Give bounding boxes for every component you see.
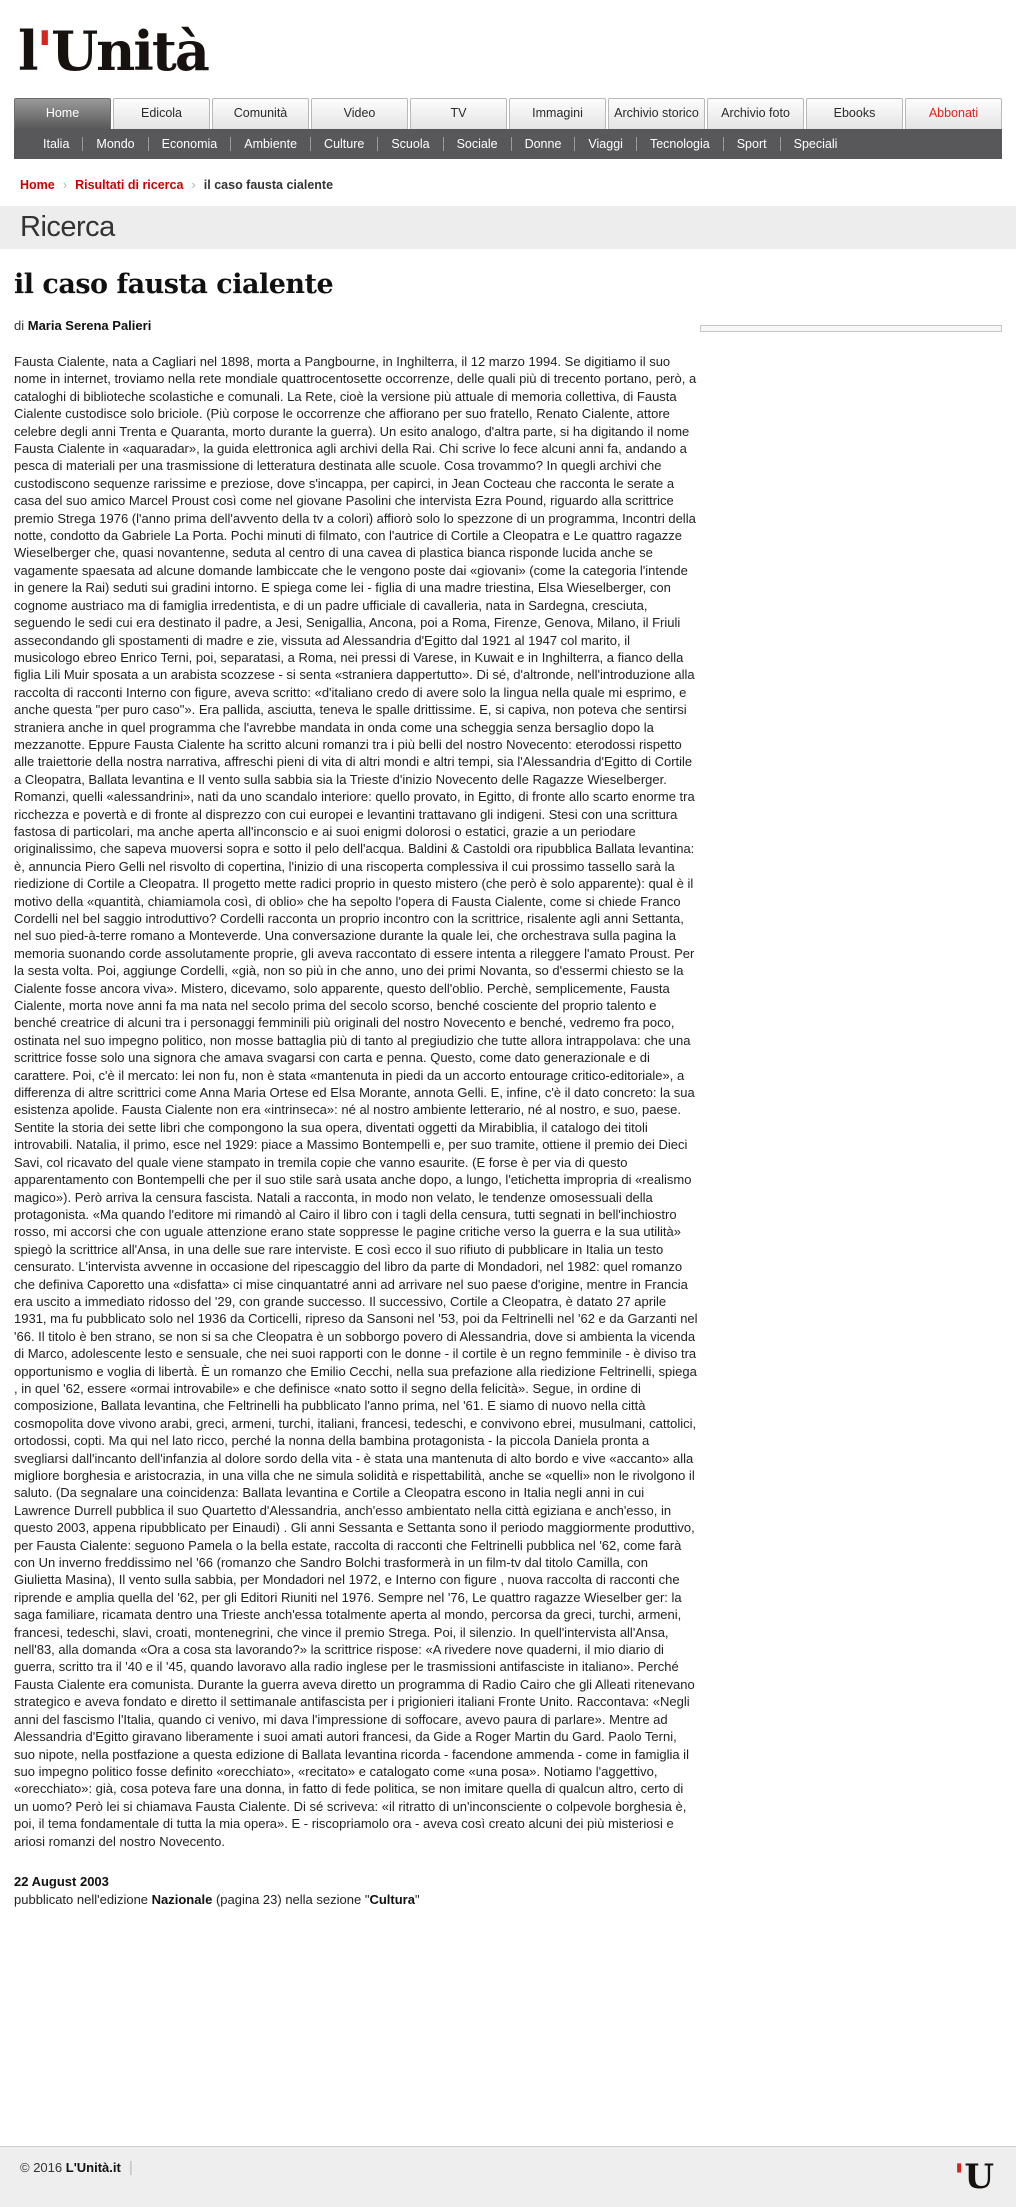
article-body: Fausta Cialente, nata a Cagliari nel 1898, morta a Pangbourne, in Inghilterra, il 12 marzo 1994. Se digitiamo il suo nome in internet, troviamo nella rete mondiale quattrocentosette occorrenze, delle quali più di trecento portano, però, a cataloghi di biblioteche scolastiche e comunali. La Rete, cioè la versione più attuale di memoria collettiva, di Fausta Cialente custodisce solo briciole. (Più corpose le occorrenze che affiorano per suo fratello, Renato Cialente, attore celebre degli anni Trenta e Quaranta, morto durante la guerra). Un esito analogo, d'altra parte, si ha digitando il nome Fausta Cialente in «aquaradar», la guida elettronica agli archivi della Rai. Chi scrive lo fece alcuni anni fa, andando a pesca di materiali per una trasmissione di letteratura destinata alle scuole. Cosa trovammo? In quegli archivi che custodiscono sequenze rarissime e preziose, dove s'incappa, per capirci, in Jean Cocteau che racconta le serate a casa del suo amico Marcel Proust così come nel giovane Pasolini che intervista Ezra Pound, riguardo alla scrittrice premio Strega 1976 (l'anno prima dell'avvento della tv a colori) affiorò solo lo spezzone di un programma, Incontri della notte, condotto da Gabriele La Porta. Pochi minuti di filmato, con l'autrice di Cortile a Cleopatra e Le quattro ragazze Wieselberger che, quasi novantenne, seduta al centro di una cavea di plastica bianca risponde lucida anche se vagamente spaesata ad alcune domande lambiccate che le vengono poste dai «giovani» (come la categoria l'intende in genere la Rai) seduti sui gradini intorno. E spiega come lei - figlia di una madre triestina, Elsa Wieselberger, con cognome austriaco ma di famiglia irredentista, e di un padre ufficiale di cavalleria, nata in Sardegna, cresciuta, seguendo le sedi cui era destinato il padre, a Jesi, Senigallia, Ancona, poi a Roma, Firenze, Genova, Milano, il Friuli assecondando gli spostamenti di madre e zie, vissuta ad Alessandria d'Egitto dal 1921 al 1947 col marito, il musicologo ebreo Enrico Terni, poi, separatasi, a Roma, nei pressi di Varese, in Kuwait e in Inghilterra, a fianco della figlia Lili Muir sposata a un arabista scozzese - si senta «straniera dappertutto». Di sé, d'altronde, nell'introduzione alla raccolta di racconti Interno con figure, aveva scritto: «d'italiano credo di avere solo la lingua nella quale mi esprimo, e anche questa "per puro caso"». Era pallida, asciutta, teneva le spalle drittissime. E, si capiva, non poteva che sentirsi straniera anche in quel programma che l'avrebbe mandata in onda come una scheggia senza bersaglio dopo la mezzanotte. Eppure Fausta Cialente ha scritto alcuni romanzi tra i più belli del nostro Novecento: eterodossi rispetto alle traiettorie della nostra narrativa, affreschi pieni di vita di altri mondi e altri tempi, sia l'Alessandria d'Egitto di Cortile a Cleopatra, Ballata levantina e Il vento sulla sabbia sia la Trieste d'inizio Novecento delle Ragazze Wieselberger. Romanzi, quelli «alessandrini», nati da uno scandalo interiore: quello provato, in Egitto, di fronte allo scarto enorme tra ricchezza e povertà e di fronte al disprezzo con cui europei e levantini trattavano gli indigeni. Stesi con una scrittura fastosa di particolari, ma anche aperta all'inconscio e ai suoi enigmi dolorosi o estatici, grazie a un periodare originalissimo, che sapeva muoversi sopra e sotto il pelo dell'acqua. Baldini & Castoldi ora ripubblica Ballata levantina: è, annuncia Piero Gelli nel risvolto di copertina, l'inizio di una riscoperta complessiva il cui prossimo tassello sarà la riedizione di Cortile a Cleopatra. Il progetto mette radici proprio in questo mistero (che però è solo apparente): qual è il motivo della «quantità, chiamiamola così, di oblio» che ha sepolto l'opera di Fausta Cialente, come si chiede Franco Cordelli nel bel saggio introduttivo? Cordelli racconta un proprio incontro con la scrittrice, risalente agli anni Settanta, nel suo pied-à-terre romano a Monteverde. Una conversazione durante la quale lei, che orchestrava sulla pagina la memoria suonando corde assolutamente proprie, gli aveva raccontato di essere intenta a rileggere l'amato Proust. Per la sesta volta. Poi, aggiunge Cordelli, «già, non so più in che anno, uno dei primi Novanta, so d'essermi chiesto se la Cialente fosse ancora viva». Mistero, dicevamo, solo apparente, questo dell'oblio. Perchè, semplicemente, Fausta Cialente, morta nove anni fa ma nata nel secolo prima del secolo scorso, benché cosciente del proprio talento e benché creatrice di alcuni tra i personaggi femminili più originali del nostro Novecento e benché, vedremo fra poco, ostinata nel suo impegno politico, non mosse battaglia più di tanto al pregiudizio che tutte allora intrappolava: che una scrittrice fosse solo una signora che amava svagarsi con carta e penna. Questo, come dato generazionale e di carattere. Poi, c'è il mercato: lei non fu, non è stata «mantenuta in piedi da un accorto entourage critico-editoriale», a differenza di altre scrittrici come Anna Maria Ortese ed Elsa Morante, annota Gelli. E, infine, c'è il dato concreto: la sua esistenza apolide. Fausta Cialente non era «intrinseca»: né al nostro ambiente letterario, né al nostro, e suo, paese. Sentite la storia dei sette libri che compongono la sua opera, diventati oggetti da Mirabiblia, il catalogo dei titoli introvabili. Natalia, il primo, esce nel 1929: piace a Massimo Bontempelli e, per suo tramite, ottiene il premio dei Dieci Savi, col ricavato del quale viene stampato in tremila copie che vanno esaurite. (E forse è per via di questo apparentamento con Bontempelli che per il suo stile sarà usata anche dopo, a lungo, l'etichetta impropria di «realismo magico»). Però arriva la censura fascista. Natali a racconta, in modo non velato, le tendenze omosessuali della protagonista. «Ma quando l'editore mi rimandò al Cairo il libro con i tagli della censura, tutti segnati in bell'inchiostro rosso, mi accorsi che con uguale attenzione erano state soppresse le pagine critiche verso la guerra e la sua utilità» spiegò la scrittrice all'Ansa, in una delle sue rare interviste. E così ecco il suo rifiuto di pubblicare in Italia un testo censurato. L'intervista avvenne in occasione del ripescaggio del libro da parte di Mondadori, nel 1982: quel romanzo che definiva Caporetto una «disfatta» ci mise cinquantatré anni ad arrivare nel suo paese d'origine, mentre in Francia era uscito a immediato ridosso del '29, con grande successo. Il successivo, Cortile a Cleopatra, è datato 27 aprile 1931, ma fu pubblicato solo nel 1936 da Corticelli, ripreso da Sansoni nel '53, poi da Feltrinelli nel '62 e da Garzanti nel '66. Il titolo è ben strano, se non si sa che Cleopatra è un sobborgo povero di Alessandria, dove si ambienta la vicenda di Marco, adolescente lesto e sensuale, che nei suoi rapporti con le donne - il cortile è un regno femminile - è diviso tra opportunismo e voglia di libertà. È un romanzo che Emilio Cecchi, nella sua prefazione alla riedizione Feltrinelli, spiega , in quel '62, essere «ormai introvabile» e che definisce «nato sotto il segno della felicità». Segue, in ordine di composizione, Ballata levantina, che Feltrinelli ha pubblicato l'anno prima, nel '61. E siamo di nuovo nella città cosmopolita dove vivono arabi, greci, armeni, turchi, italiani, francesi, tedeschi, e convivono ebrei, musulmani, cattolici, ortodossi, copti. Ma qui nel lato ricco, perché la nonna della bambina protagonista - la piccola Daniela pronta a svegliarsi dall'incanto dell'infanzia al dolore sordo della vita - è stata una mantenuta di alto bordo e vive «accanto» alla migliore borghesia e aristocrazia, in una villa che ne simula solidità e rispettabilità, anche se «quelli» non le rivolgono il saluto. (Da segnalare una coincidenza: Ballata levantina e Cortile a Cleopatra escono in Italia negli anni in cui Lawrence Durrell pubblica il suo Quartetto d'Alessandria, anch'esso ambientato nella città egiziana e anch'esso, in questo 2003, appena ripubblicato per Einaudi) . Gli anni Sessanta e Settanta sono il periodo maggiormente produttivo, per Fausta Cialente: seguono Pamela o la bella estate, raccolta di racconti che Feltrinelli pubblica nel '62, come farà con Un inverno freddissimo nel '66 (romanzo che Sandro Bolchi trasformerà in un film-tv dal titolo Camilla, con Giulietta Masina), Il vento sulla sabbia, per Mondadori nel 1972, e Interno con figure , nuova raccolta di racconti che riprende e amplia quella del '62, per gli Editori Riuniti nel 1976. Sempre nel '76, Le quattro ragazze Wieselber ger: la saga familiare, ricamata dentro una Trieste anch'essa totalmente aperta al mondo, percorsa da greci, turchi, armeni, francesi, tedeschi, slavi, croati, montenegrini, che vince il premio Strega. Poi, il silenzio. In quell'intervista all'Ansa, nell'83, alla domanda «Ora a cosa sta lavorando?» la scrittrice rispose: «A rivedere nove quaderni, il mio diario di guerra, scritto tra il '40 e il '45, quando lavoravo alla radio inglese per le trasmissioni antifasciste in italiano». Perché Fausta Cialente era comunista. Durante la guerra aveva diretto un programma di Radio Cairo che gli Alleati ritenevano strategico e aveva fondato e diretto il settimanale antifascista per i prigionieri italiani Fronte Unito. Raccontava: «Negli anni del fascismo l'Italia, quando ci venivo, mi dava l'impressione di soffocare, avevo paura di parlare». Mentre ad Alessandria d'Egitto giravano liberamente i suoi amati autori francesi, da Gide a Roger Martin du Gard. Paolo Terni, suo nipote, nella postfazione a questa edizione di Ballata levantina ricorda - facendone ammenda - come in famiglia il suo impegno politico fosse definito «orecchiato», «recitato» e catalogato come «una posa». Notiamo l'aggettivo, «orecchiato»: già, cosa poteva fare una donna, in fatto di fede politica, se non imitare quella di qualcun altro, certo di un uomo? Però lei si chiamava Fausta Cialente. Di sé scriveva: «il ritratto di un'inconsciente o colpevole borghesia è, poi, il tema fondamentale di tutta la mia opera». E - riscopriamolo ora - aveva così creato alcuni dei più misteriosi e ariosi romanzi del nostro Novecento. <box>14 354 698 1849</box>
subnav-item-sport[interactable]: Sport <box>723 137 780 151</box>
tab-archivio-storico[interactable]: Archivio storico <box>608 98 705 129</box>
right-placeholder-box <box>700 325 1002 332</box>
footer-logo-letter: U <box>964 2157 994 2197</box>
footer-copyright <box>20 2159 133 2176</box>
breadcrumb-home-link[interactable]: Home <box>20 177 55 192</box>
footer-logo-apostrophe-icon: ' <box>953 2157 965 2197</box>
subnav-item-economia[interactable]: Economia <box>148 137 231 151</box>
tab-comunita[interactable]: Comunità <box>212 98 309 129</box>
tab-immagini[interactable]: Immagini <box>509 98 606 129</box>
article-author: Maria Serena Palieri <box>27 318 152 333</box>
breadcrumb-current-page: il caso fausta cialente <box>203 177 334 192</box>
article <box>14 269 698 1907</box>
subnav-item-culture[interactable]: Culture <box>310 137 377 151</box>
breadcrumb-separator-icon: › <box>62 177 68 192</box>
publication-section: Cultura <box>369 1891 415 1907</box>
subnav-item-scuola[interactable]: Scuola <box>377 137 442 151</box>
logo-apostrophe: ' <box>36 19 52 83</box>
search-section-band <box>0 206 1016 249</box>
subnav-item-mondo[interactable]: Mondo <box>82 137 147 151</box>
tab-home[interactable]: Home <box>14 98 111 129</box>
article-byline <box>14 318 698 333</box>
secondary-nav <box>14 129 1002 159</box>
publication-suffix: " <box>414 1891 420 1907</box>
tab-ebooks[interactable]: Ebooks <box>806 98 903 129</box>
unita-footer-logo[interactable] <box>954 2159 994 2195</box>
publication-info <box>14 1892 698 1907</box>
tab-tv[interactable]: TV <box>410 98 507 129</box>
search-page-title: Ricerca <box>20 211 115 243</box>
logo-rest: Unità <box>51 19 208 83</box>
footer <box>0 2146 1016 2207</box>
breadcrumb <box>20 177 1002 192</box>
subnav-item-speciali[interactable]: Speciali <box>780 137 851 151</box>
flex-spacer <box>0 1907 1016 2116</box>
masthead <box>0 0 1016 98</box>
article-date: 22 August 2003 <box>14 1873 109 1889</box>
article-title: il caso fausta cialente <box>14 269 334 300</box>
subnav-item-sociale[interactable]: Sociale <box>443 137 511 151</box>
publication-prefix: pubblicato nell'edizione <box>14 1891 152 1907</box>
tab-abbonati[interactable]: Abbonati <box>905 98 1002 129</box>
subnav-item-ambiente[interactable]: Ambiente <box>230 137 310 151</box>
breadcrumb-results-link[interactable]: Risultati di ricerca <box>75 177 184 192</box>
subnav-item-italia[interactable]: Italia <box>43 137 70 151</box>
breadcrumb-separator-icon: › <box>191 177 196 192</box>
copyright-text: © 2016 <box>20 2160 63 2175</box>
footer-divider: | <box>128 2159 133 2176</box>
tab-archivio-foto[interactable]: Archivio foto <box>707 98 804 129</box>
tab-edicola[interactable]: Edicola <box>113 98 210 129</box>
logo-letter-l: l <box>18 19 37 83</box>
sidebar <box>698 269 1002 1907</box>
unita-logo[interactable] <box>18 16 208 86</box>
publication-edition: Nazionale <box>151 1891 213 1907</box>
primary-nav <box>14 98 1002 129</box>
subnav-item-tecnologia[interactable]: Tecnologia <box>636 137 723 151</box>
main-content <box>0 249 1016 1907</box>
subnav-item-viaggi[interactable]: Viaggi <box>574 137 636 151</box>
publication-middle: (pagina 23) nella sezione " <box>212 1891 370 1907</box>
footer-site-link[interactable]: L'Unità.it <box>65 2160 121 2175</box>
byline-prefix: di <box>14 318 28 333</box>
tab-video[interactable]: Video <box>311 98 408 129</box>
subnav-item-donne[interactable]: Donne <box>511 137 575 151</box>
